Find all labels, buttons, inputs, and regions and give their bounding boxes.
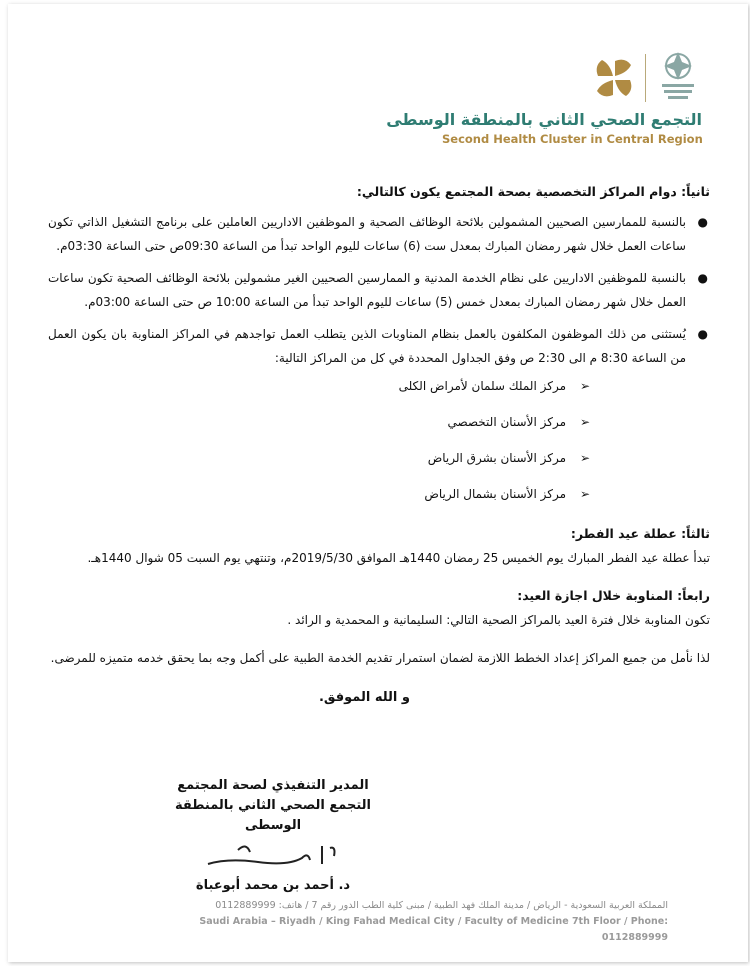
closing-body: لذا نأمل من جميع المراكز إعداد الخطط اللازمة لضمان استمرار تقديم الخدمة الطبية على أكمل وجه بما يحقق خدمه متميزه للمرضى.	[50, 651, 710, 665]
signer-title-line1: المدير التنفيذي لصحة المجتمع	[177, 778, 369, 793]
closing-paragraph	[48, 646, 710, 670]
arrow-check-icon: ➢	[579, 415, 590, 429]
bullet-text: يُستثنى من ذلك الموظفون المكلفون بالعمل بنظام المناوبات الذين يتطلب العمل تواجدهم في المراكز المناوبة بان يكون العمل من الساعة 8:30 م الى 2:30 ص وفق الجداول المحددة في كل من المراكز التالية:	[48, 327, 686, 365]
bullet-text: بالنسبة للممارسين الصحيين المشمولين بلائحة الوظائف الصحية و الموظفين الاداريين العاملين على برنامج التشغيل الذاتي تكون ساعات العمل خلال شهر رمضان المبارك بمعدل ست (6) ساعات لليوم الواحد تبدأ من الساعة 09:30ص حتى الساعة 03:30م.	[48, 215, 686, 253]
center-name: مركز الأسنان بشمال الرياض	[424, 487, 566, 501]
vision-2030-health-logo-icon	[654, 48, 702, 106]
bullet-icon: ●	[697, 215, 708, 229]
list-item	[48, 266, 708, 314]
letter-body	[48, 180, 710, 710]
arrow-check-icon: ➢	[579, 451, 590, 465]
center-item	[48, 408, 590, 436]
handwritten-signature-icon	[198, 838, 348, 872]
bullet-text: بالنسبة للموظفين الاداريين على نظام الخدمة المدنية و الممارسين الصحيين الغير مشمولين بلائحة الوظائف الصحية تكون ساعات العمل خلال شهر رمضان المبارك بمعدل خمس (5) ساعات لليوم الواحد تبدأ من الساعة 10:00 ص حتى الساعة 03:00م.	[48, 271, 686, 309]
signer-title-line2: التجمع الصحي الثاني بالمنطقة الوسطى	[175, 798, 371, 833]
center-name: مركز الأسنان بشرق الرياض	[427, 451, 566, 465]
letter-footer	[148, 898, 668, 946]
footer-address-english: Saudi Arabia – Riyadh / King Fahad Medical City / Faculty of Medicine 7th Floor / Phone: 0112889999	[199, 916, 668, 943]
salutation: و الله الموفق.	[318, 690, 410, 705]
center-name: مركز الملك سلمان لأمراض الكلى	[398, 379, 566, 393]
letter-page	[8, 4, 748, 962]
section3	[48, 522, 710, 570]
logo-divider	[645, 54, 646, 102]
center-item	[48, 372, 590, 400]
section2-bullets	[48, 210, 710, 508]
section3-title: ثالثاً: عطلة عيد الفطر:	[570, 526, 710, 541]
section4-body: تكون المناوبة خلال فترة العيد بالمراكز الصحية التالي: السليمانية و المحمدية و الرائد .	[287, 613, 710, 627]
center-item	[48, 444, 590, 472]
signature-block	[158, 776, 388, 896]
signer-name: د. أحمد بن محمد أبوعباة	[195, 878, 351, 893]
letterhead	[386, 48, 703, 148]
section4-title: رابعاً: المناوبة خلال اجازة العيد:	[517, 588, 710, 603]
cluster-name-english: Second Health Cluster in Central Region	[442, 132, 703, 146]
centers-list	[48, 372, 686, 508]
section3-body: تبدأ عطلة عيد الفطر المبارك يوم الخميس 25 رمضان 1440هـ الموافق 2019/5/30م، وتنتهي يوم السبت 05 شوال 1440هـ.	[87, 551, 710, 565]
arrow-check-icon: ➢	[579, 487, 590, 501]
cluster-name-arabic: التجمع الصحي الثاني بالمنطقة الوسطى	[386, 110, 702, 129]
list-item	[48, 210, 708, 258]
bullet-icon: ●	[697, 271, 708, 285]
bullet-icon: ●	[697, 327, 708, 341]
cluster-emblem-icon	[592, 56, 636, 100]
arrow-check-icon: ➢	[579, 379, 590, 393]
center-name: مركز الأسنان التخصصي	[447, 415, 566, 429]
list-item	[48, 322, 708, 508]
center-item	[48, 480, 590, 508]
section4	[48, 584, 710, 632]
footer-address-arabic: المملكة العربية السعودية - الرياض / مدينة الملك فهد الطبية / مبنى كلية الطب الدور رقم 7 / هاتف: 0112889999	[215, 900, 668, 911]
section2-title: ثانياً: دوام المراكز التخصصية بصحة المجتمع يكون كالتالي:	[356, 184, 710, 199]
